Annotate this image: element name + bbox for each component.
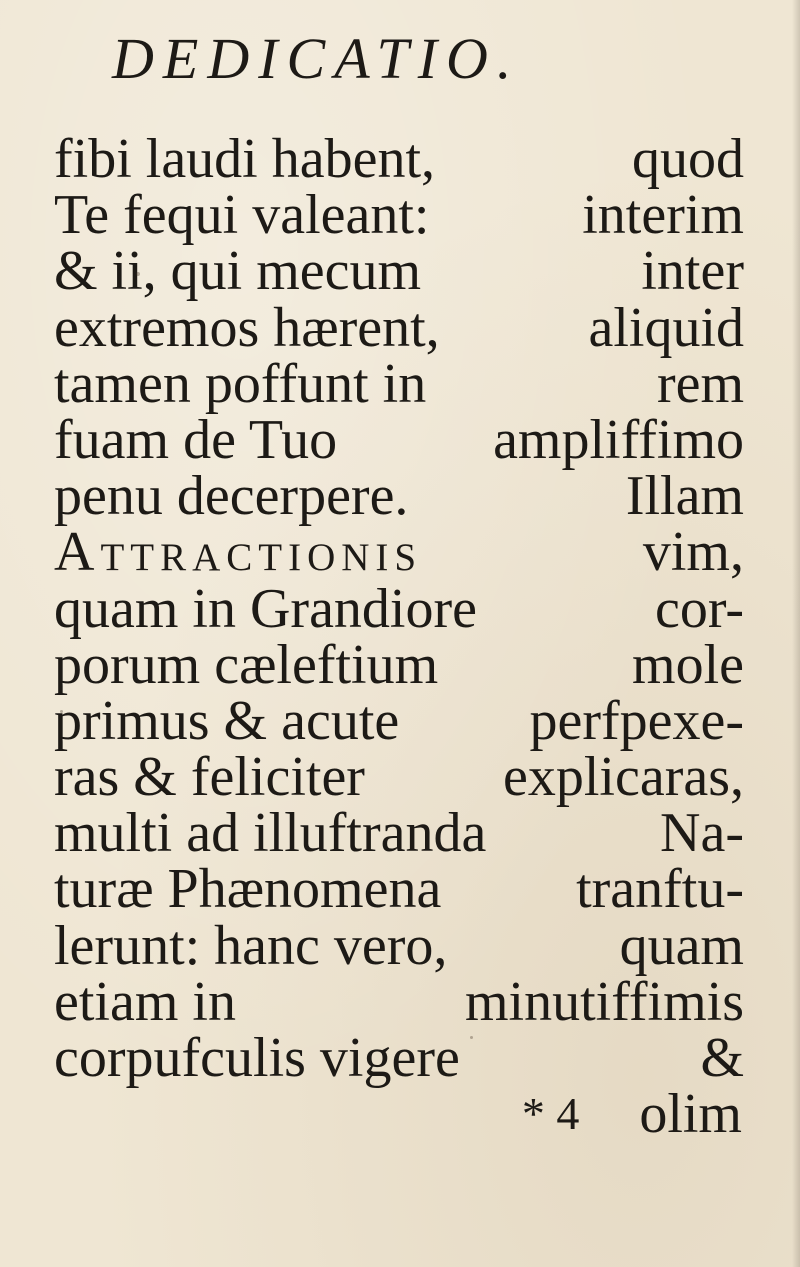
line-end: minutiffimis (465, 970, 744, 1033)
line-end: quod (632, 128, 744, 190)
paper-speck (136, 272, 140, 276)
text-line (54, 689, 744, 752)
line-start: Attractionis (54, 521, 423, 584)
catchword: olim (639, 1083, 742, 1146)
text-line (54, 521, 744, 584)
text-line (54, 1027, 744, 1089)
line-end: quam (619, 914, 744, 977)
signature-mark: * 4 (521, 1088, 580, 1140)
line-end: Illam (625, 465, 744, 528)
line-start: porum cæleftium (54, 633, 439, 696)
line-end: explicaras, (503, 746, 744, 809)
line-start: & ii, qui mecum (54, 240, 422, 303)
line-end: ampliffimo (493, 408, 744, 471)
text-line (54, 408, 744, 471)
line-start: quam in Grandiore (54, 577, 477, 640)
line-start: extremos hærent, (54, 296, 440, 359)
line-end: mole (632, 633, 744, 696)
line-end: & (700, 1027, 744, 1089)
line-start: penu decerpere. (54, 465, 409, 528)
line-end: Na- (660, 802, 744, 865)
text-line (54, 914, 744, 977)
line-start: tamen poffunt in (54, 352, 427, 415)
line-end: vim, (642, 521, 744, 584)
line-end: perfpexe- (529, 689, 744, 752)
line-end: interim (582, 184, 744, 247)
line-end: inter (641, 240, 744, 303)
text-line (54, 465, 744, 528)
paper-speck (60, 710, 63, 713)
text-line (54, 184, 744, 247)
text-line (54, 970, 744, 1033)
line-end: aliquid (588, 296, 744, 359)
text-line (54, 128, 744, 190)
text-line (54, 352, 744, 415)
text-line (54, 240, 744, 303)
line-start: primus & acute (54, 689, 400, 752)
paper-speck (470, 1036, 473, 1039)
line-start: fibi laudi habent, (54, 128, 436, 190)
text-line (54, 802, 744, 865)
line-end: rem (656, 352, 744, 415)
running-head: DEDICATIO. (112, 26, 521, 91)
text-line (54, 577, 744, 640)
line-start: multi ad illuftranda (54, 802, 487, 865)
line-start: ras & feliciter (54, 746, 365, 809)
line-start: etiam in (54, 970, 236, 1033)
text-line (54, 296, 744, 359)
line-end: cor- (654, 577, 744, 640)
text-line (54, 633, 744, 696)
line-start: fuam de Tuo (54, 408, 338, 471)
line-start: corpufculis vigere (54, 1027, 460, 1089)
catchword-line (54, 1083, 744, 1146)
text-line (54, 858, 744, 921)
body-text (54, 128, 744, 1146)
line-start: lerunt: hanc vero, (54, 914, 448, 977)
page-edge-shadow (792, 0, 800, 1267)
text-line (54, 746, 744, 809)
line-start: turæ Phænomena (54, 858, 442, 921)
line-start: Te fequi valeant: (54, 184, 430, 247)
line-end: tranftu- (576, 858, 744, 921)
